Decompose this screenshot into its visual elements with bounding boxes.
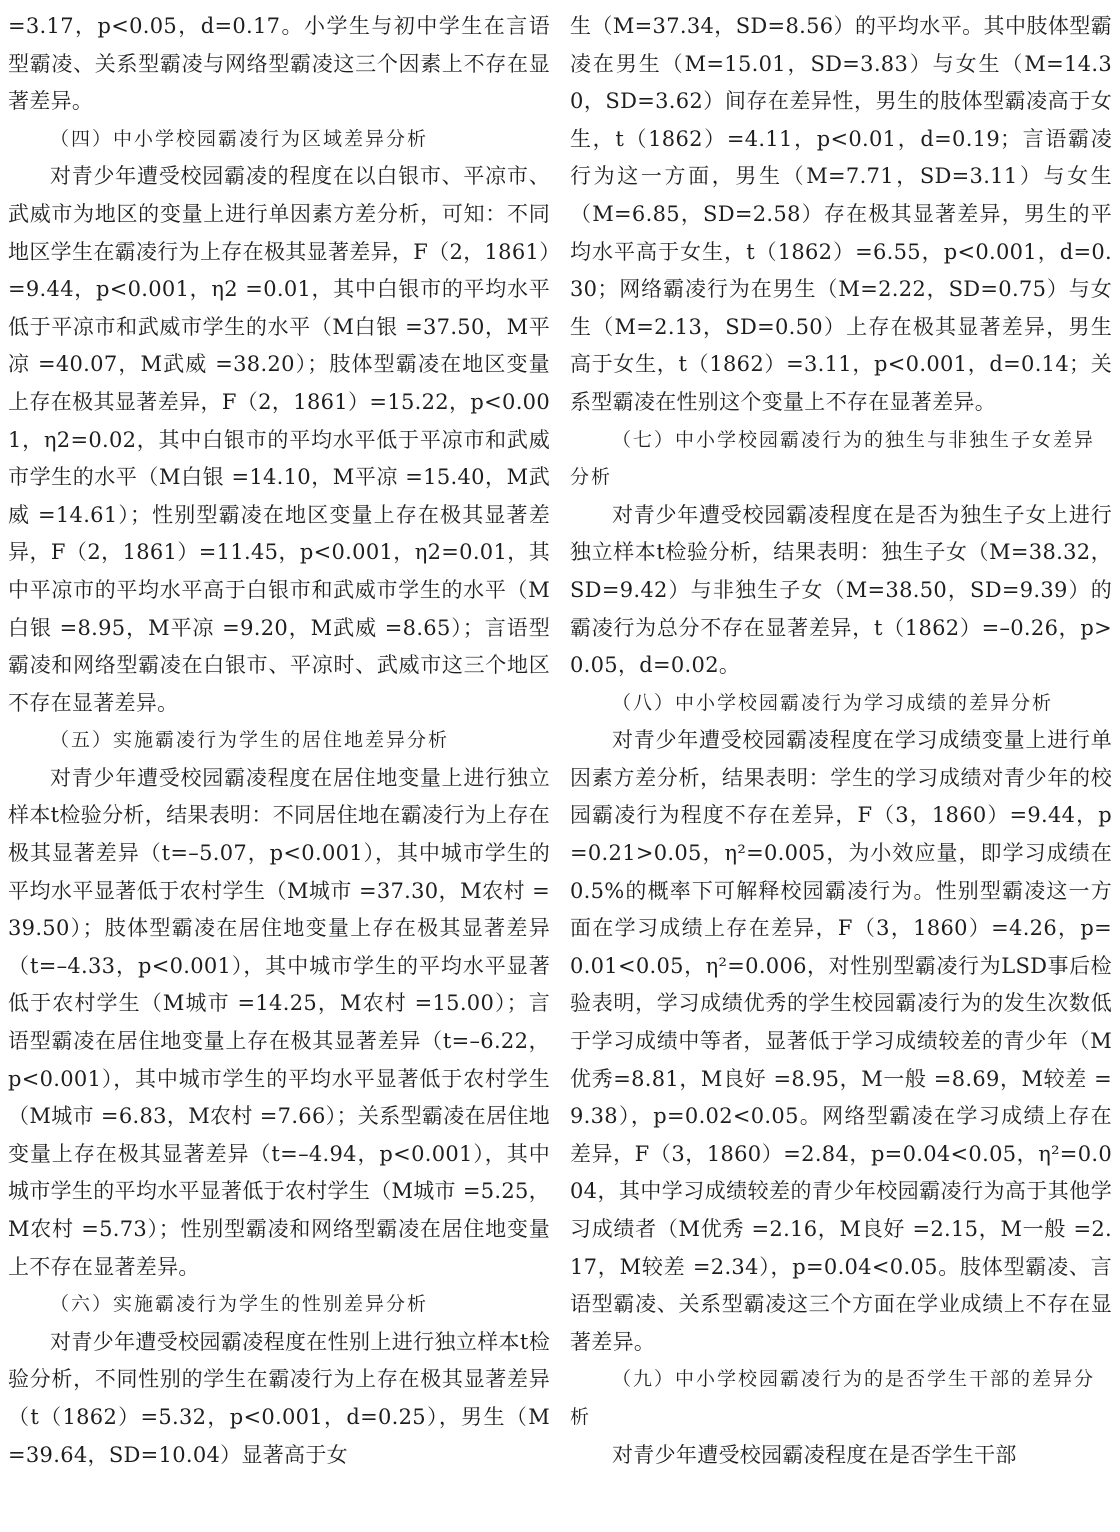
section-heading: （五）实施霸凌行为学生的居住地差异分析: [50, 729, 450, 752]
paper-page: [8, 8, 1112, 1524]
section-heading: （六）实施霸凌行为学生的性别差异分析: [50, 1293, 429, 1316]
body-paragraph: =3.17，p<0.05，d=0.17。小学生与初中学生在言语型霸凌、关系型霸凌与网络型霸凌这三个因素上不存在显著差异。: [8, 14, 550, 114]
section-heading: （九）中小学校园霸凌行为的是否学生干部的差异分析: [570, 1368, 1096, 1428]
section-heading: （八）中小学校园霸凌行为学习成绩的差异分析: [612, 691, 1054, 714]
section-heading: （七）中小学校园霸凌行为的独生与非独生子女差异分析: [570, 428, 1096, 489]
body-paragraph: 对青少年遭受校园霸凌的程度在以白银市、平凉市、武威市为地区的变量上进行单因素方差分析，可知：不同地区学生在霸凌行为上存在极其显著差异，F（2，1861）=9.44，p<0.001，η2 =0.01，其中白银市的平均水平低于平凉市和武威市学生的水平（M白银 =37.50，M平凉 =40.07，M武威 =38.20）；肢体型霸凌在地区变量上存在极其显著差异，F（2，1861）=15.22，p<0.001，η2=0.02，其中白银市的平均水平低于平凉市和武威市学生的水平（M白银 =14.10，M平凉 =15.40，M武威 =14.61）；性别型霸凌在地区变量上存在极其显著差异，F（2，1861）=11.45，p<0.001，η2=0.01，其中平凉市的平均水平高于白银市和武威市学生的水平（M白银 =8.95，M平凉 =9.20，M武威 =8.65）；言语型霸凌和网络型霸凌在白银市、平凉时、武威市这三个地区不存在显著差异。: [8, 164, 550, 715]
body-paragraph: 对青少年遭受校园霸凌程度在性别上进行独立样本t检验分析，不同性别的学生在霸凌行为上存在极其显著差异（t（1862）=5.32，p<0.001，d=0.25），男生（M=39.64，SD=10.04）显著高于女: [8, 1329, 550, 1467]
right-column: [570, 8, 1112, 1524]
body-paragraph: 对青少年遭受校园霸凌程度在居住地变量上进行独立样本t检验分析，结果表明：不同居住地在霸凌行为上存在极其显著差异（t=–5.07，p<0.001），其中城市学生的平均水平显著低于农村学生（M城市 =37.30，M农村 =39.50）；肢体型霸凌在居住地变量上存在极其显著差异（t=–4.33，p<0.001），其中城市学生的平均水平显著低于农村学生（M城市 =14.25，M农村 =15.00）；言语型霸凌在居住地变量上存在极其显著差异（t=–6.22，p<0.001），其中城市学生的平均水平显著低于农村学生（M城市 =6.83，M农村 =7.66）；关系型霸凌在居住地变量上存在极其显著差异（t=–4.94，p<0.001），其中城市学生的平均水平显著低于农村学生（M城市 =5.25，M农村 =5.73）；性别型霸凌和网络型霸凌在居住地变量上不存在显著差异。: [8, 765, 550, 1279]
section-heading: （四）中小学校园霸凌行为区域差异分析: [50, 127, 429, 150]
left-column: [8, 8, 550, 1524]
body-paragraph: 对青少年遭受校园霸凌程度在是否学生干部: [612, 1442, 1017, 1467]
body-paragraph: 对青少年遭受校园霸凌程度在学习成绩变量上进行单因素方差分析，结果表明：学生的学习成绩对青少年的校园霸凌行为程度不存在差异，F（3，1860）=9.44，p=0.21>0.05，η²=0.005，为小效应量，即学习成绩在0.5%的概率下可解释校园霸凌行为。性别型霸凌这一方面在学习成绩上存在差异，F（3，1860）=4.26，p=0.01<0.05，η²=0.006，对性别型霸凌行为LSD事后检验表明，学习成绩优秀的学生校园霸凌行为的发生次数低于学习成绩中等者，显著低于学习成绩较差的青少年（M优秀=8.81，M良好 =8.95，M一般 =8.69，M较差 =9.38），p=0.02<0.05。网络型霸凌在学习成绩上存在差异，F（3，1860）=2.84，p=0.04<0.05，η²=0.004，其中学习成绩较差的青少年校园霸凌行为高于其他学习成绩者（M优秀 =2.16，M良好 =2.15，M一般 =2.17，M较差 =2.34），p=0.04<0.05。肢体型霸凌、言语型霸凌、关系型霸凌这三个方面在学业成绩上不存在显著差异。: [570, 728, 1112, 1354]
body-paragraph: 对青少年遭受校园霸凌程度在是否为独生子女上进行独立样本t检验分析，结果表明：独生子女（M=38.32，SD=9.42）与非独生子女（M=38.50，SD=9.39）的霸凌行为总分不存在显著差异，t（1862）=–0.26，p>0.05，d=0.02。: [570, 502, 1112, 678]
body-paragraph: 生（M=37.34，SD=8.56）的平均水平。其中肢体型霸凌在男生（M=15.01，SD=3.83）与女生（M=14.30，SD=3.62）间存在差异性，男生的肢体型霸凌高于女生，t（1862）=4.11，p<0.01，d=0.19；言语霸凌行为这一方面，男生（M=7.71，SD=3.11）与女生（M=6.85，SD=2.58）存在极其显著差异，男生的平均水平高于女生，t（1862）=6.55，p<0.001，d=0.30；网络霸凌行为在男生（M=2.22，SD=0.75）与女生（M=2.13，SD=0.50）上存在极其显著差异，男生高于女生，t（1862）=3.11，p<0.001，d=0.14；关系型霸凌在性别这个变量上不存在显著差异。: [570, 14, 1112, 414]
